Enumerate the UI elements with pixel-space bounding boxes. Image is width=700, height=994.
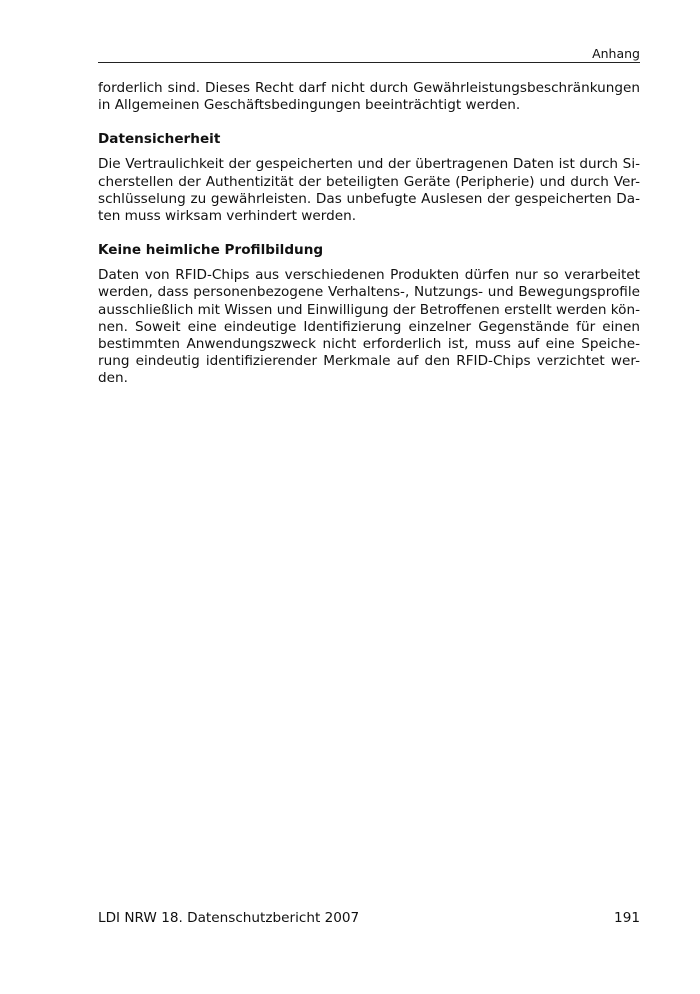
page-footer xyxy=(98,909,640,927)
paragraph-line: cherstellen der Authentizität der beteiligten Geräte (Peripherie) und durch Ver- xyxy=(98,173,640,190)
footer-source: LDI NRW 18. Datenschutzbericht 2007 xyxy=(98,910,360,926)
paragraph-line: ausschließlich mit Wissen und Einwilligung der Betroffenen erstellt werden kön- xyxy=(98,301,640,318)
section-paragraph-datensicherheit xyxy=(98,156,640,225)
paragraph-line: nen. Soweit eine eindeutige Identifizierung einzelner Gegenstände für einen xyxy=(98,318,640,335)
section-heading-datensicherheit: Datensicherheit xyxy=(98,131,221,148)
intro-paragraph xyxy=(98,80,640,114)
paragraph-line: Daten von RFID-Chips aus verschiedenen Produkten dürfen nur so verarbeitet xyxy=(98,267,640,284)
paragraph-line: Die Vertraulichkeit der gespeicherten und der übertragenen Daten ist durch Si- xyxy=(98,156,640,173)
paragraph-line: schlüsselung zu gewährleisten. Das unbefugte Auslesen der gespeicherten Da- xyxy=(98,190,640,207)
header-title: Anhang xyxy=(592,46,640,61)
page-content xyxy=(98,80,640,388)
paragraph-line: den. xyxy=(98,370,128,387)
paragraph-line: ten muss wirksam verhindert werden. xyxy=(98,208,357,225)
intro-line: forderlich sind. Dieses Recht darf nicht durch Gewährleistungsbeschränkungen xyxy=(98,80,640,96)
section-heading-profilbildung: Keine heimliche Profilbildung xyxy=(98,242,324,259)
paragraph-line: rung eindeutig identifizierender Merkmale auf den RFID-Chips verzichtet wer- xyxy=(98,353,640,370)
paragraph-line: werden, dass personenbezogene Verhaltens-, Nutzungs- und Bewegungsprofile xyxy=(98,284,640,301)
page-header xyxy=(98,46,640,63)
intro-line: in Allgemeinen Geschäftsbedingungen beeinträchtigt werden. xyxy=(98,97,521,114)
paragraph-line: bestimmten Anwendungszweck nicht erforderlich ist, muss auf eine Speiche- xyxy=(98,336,640,353)
page-number: 191 xyxy=(614,910,640,926)
section-paragraph-profilbildung xyxy=(98,267,640,387)
